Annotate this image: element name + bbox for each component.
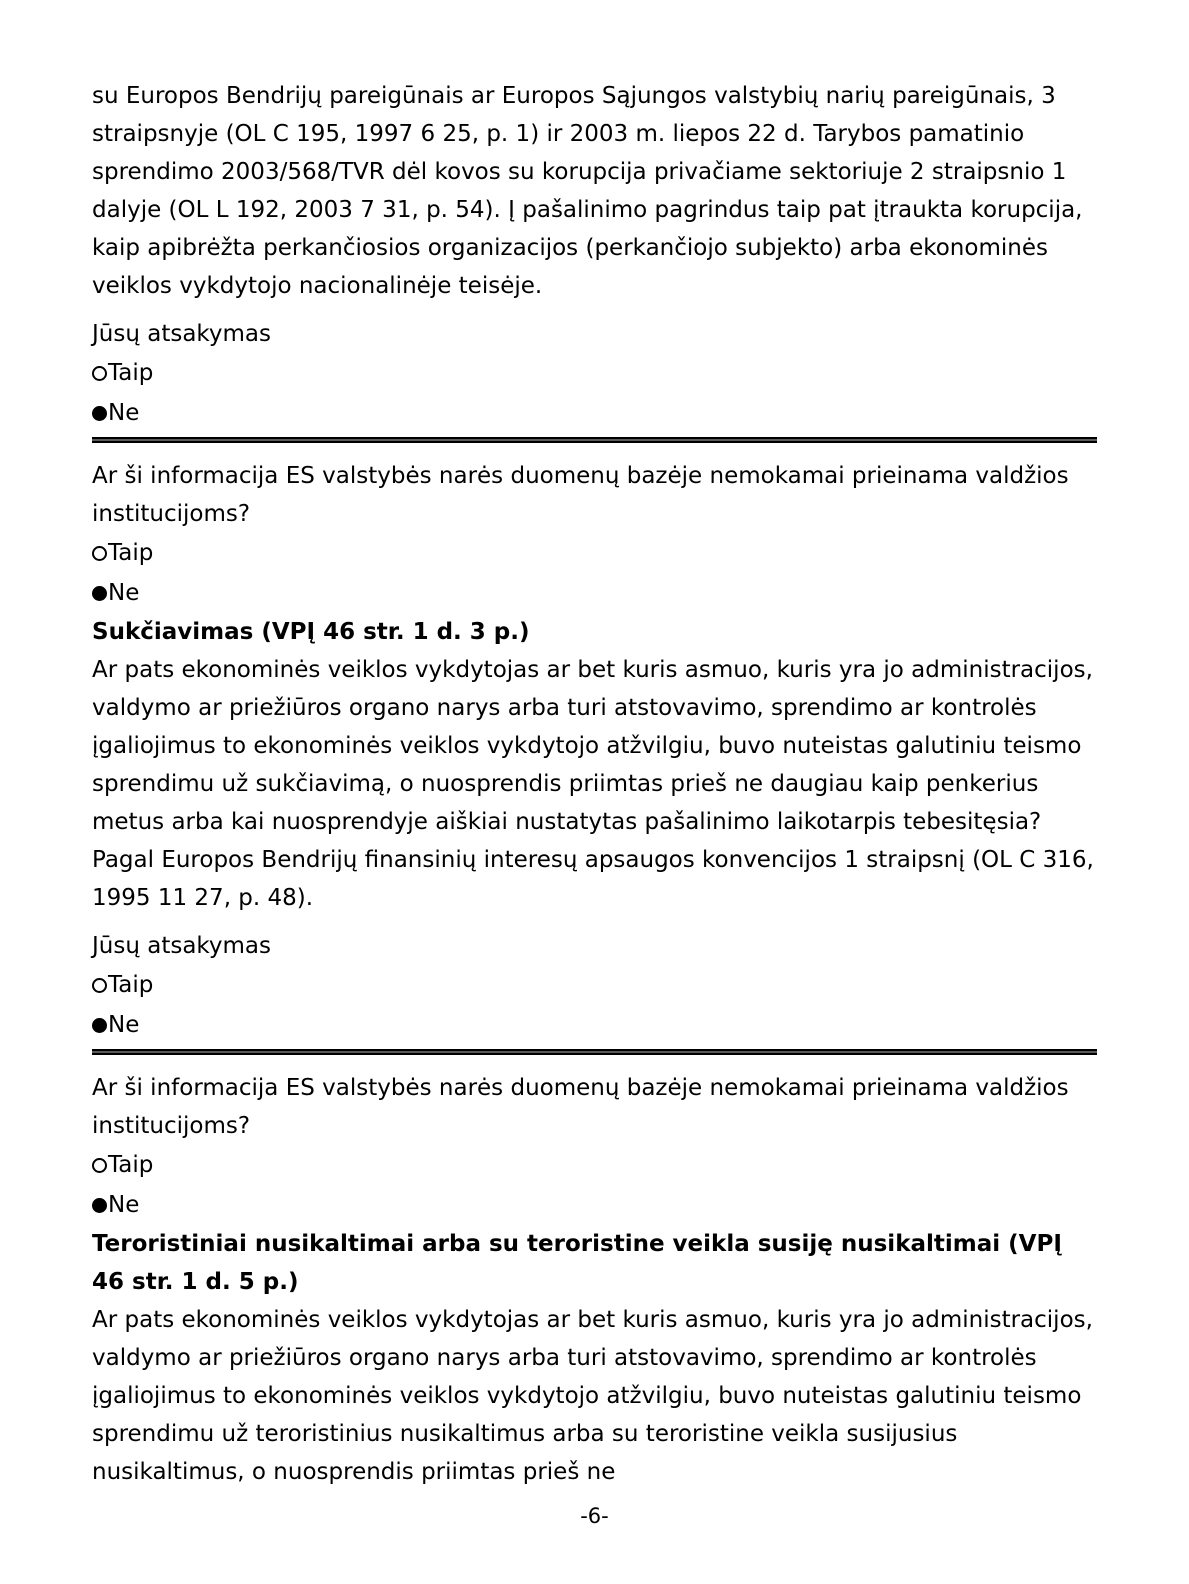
radio-option-taip[interactable] xyxy=(92,353,1097,393)
radio-selected-icon[interactable] xyxy=(92,1018,107,1033)
radio-option-ne[interactable] xyxy=(92,573,1097,613)
radio-option-label: Taip xyxy=(108,972,154,998)
radio-option-taip[interactable] xyxy=(92,1145,1097,1185)
radio-option-label: Ne xyxy=(108,580,140,606)
terrorism-section-heading: Teroristiniai nusikaltimai arba su teroristine veikla susiję nusikaltimai (VPĮ 46 str. 1 d. 5 p.) xyxy=(92,1231,1062,1295)
radio-option-label: Ne xyxy=(108,1012,140,1038)
your-answer-label: Jūsų atsakymas xyxy=(92,933,272,959)
radio-selected-icon[interactable] xyxy=(92,586,107,601)
terrorism-question-paragraph: Ar pats ekonominės veiklos vykdytojas ar bet kuris asmuo, kuris yra jo administracijos, valdymo ar priežiūros organo narys arba turi atstovavimo, sprendimo ar kontrolės įgaliojimus to ekonominės veiklos vykdytojo atžvilgiu, buvo nuteistas galutiniu teismo sprendimu už teroristinius nusikaltimus arba su teroristine veikla susijusius nusikaltimus, o nuosprendis priimtas prieš ne xyxy=(92,1307,1093,1485)
page-number: -6- xyxy=(580,1504,609,1528)
radio-option-label: Ne xyxy=(108,1192,140,1218)
radio-option-ne[interactable] xyxy=(92,393,1097,433)
page-content xyxy=(92,0,1097,1531)
radio-unselected-icon[interactable] xyxy=(92,1158,107,1173)
db-availability-question: Ar ši informacija ES valstybės narės duomenų bazėje nemokamai prieinama valdžios institucijoms? xyxy=(92,1075,1069,1139)
fraud-question-paragraph: Ar pats ekonominės veiklos vykdytojas ar bet kuris asmuo, kuris yra jo administracijos, valdymo ar priežiūros organo narys arba turi atstovavimo, sprendimo ar kontrolės įgaliojimus to ekonominės veiklos vykdytojo atžvilgiu, buvo nuteistas galutiniu teismo sprendimu už sukčiavimą, o nuosprendis priimtas prieš ne daugiau kaip penkerius metus arba kai nuosprendyje aiškiai nustatytas pašalinimo laikotarpis tebesitęsia? Pagal Europos Bendrijų finansinių interesų apsaugos konvencijos 1 straipsnį (OL C 316, 1995 11 27, p. 48). xyxy=(92,657,1094,911)
radio-option-label: Taip xyxy=(108,360,154,386)
db-availability-question: Ar ši informacija ES valstybės narės duomenų bazėje nemokamai prieinama valdžios institucijoms? xyxy=(92,463,1069,527)
radio-unselected-icon[interactable] xyxy=(92,366,107,381)
section-divider xyxy=(92,1049,1097,1055)
radio-option-ne[interactable] xyxy=(92,1185,1097,1225)
fraud-section-heading: Sukčiavimas (VPĮ 46 str. 1 d. 3 p.) xyxy=(92,619,530,645)
your-answer-label: Jūsų atsakymas xyxy=(92,321,272,347)
radio-selected-icon[interactable] xyxy=(92,406,107,421)
radio-unselected-icon[interactable] xyxy=(92,546,107,561)
radio-option-ne[interactable] xyxy=(92,1005,1097,1045)
radio-selected-icon[interactable] xyxy=(92,1198,107,1213)
radio-option-label: Ne xyxy=(108,400,140,426)
radio-option-taip[interactable] xyxy=(92,965,1097,1005)
radio-option-taip[interactable] xyxy=(92,533,1097,573)
section-divider xyxy=(92,437,1097,443)
corruption-continuation-paragraph: su Europos Bendrijų pareigūnais ar Europos Sąjungos valstybių narių pareigūnais, 3 straipsnyje (OL C 195, 1997 6 25, p. 1) ir 2003 m. liepos 22 d. Tarybos pamatinio sprendimo 2003/568/TVR dėl kovos su korupcija privačiame sektoriuje 2 straipsnio 1 dalyje (OL L 192, 2003 7 31, p. 54). Į pašalinimo pagrindus taip pat įtraukta korupcija, kaip apibrėžta perkančiosios organizacijos (perkančiojo subjekto) arba ekonominės veiklos vykdytojo nacionalinėje teisėje. xyxy=(92,83,1083,299)
radio-option-label: Taip xyxy=(108,540,154,566)
radio-unselected-icon[interactable] xyxy=(92,978,107,993)
radio-option-label: Taip xyxy=(108,1152,154,1178)
